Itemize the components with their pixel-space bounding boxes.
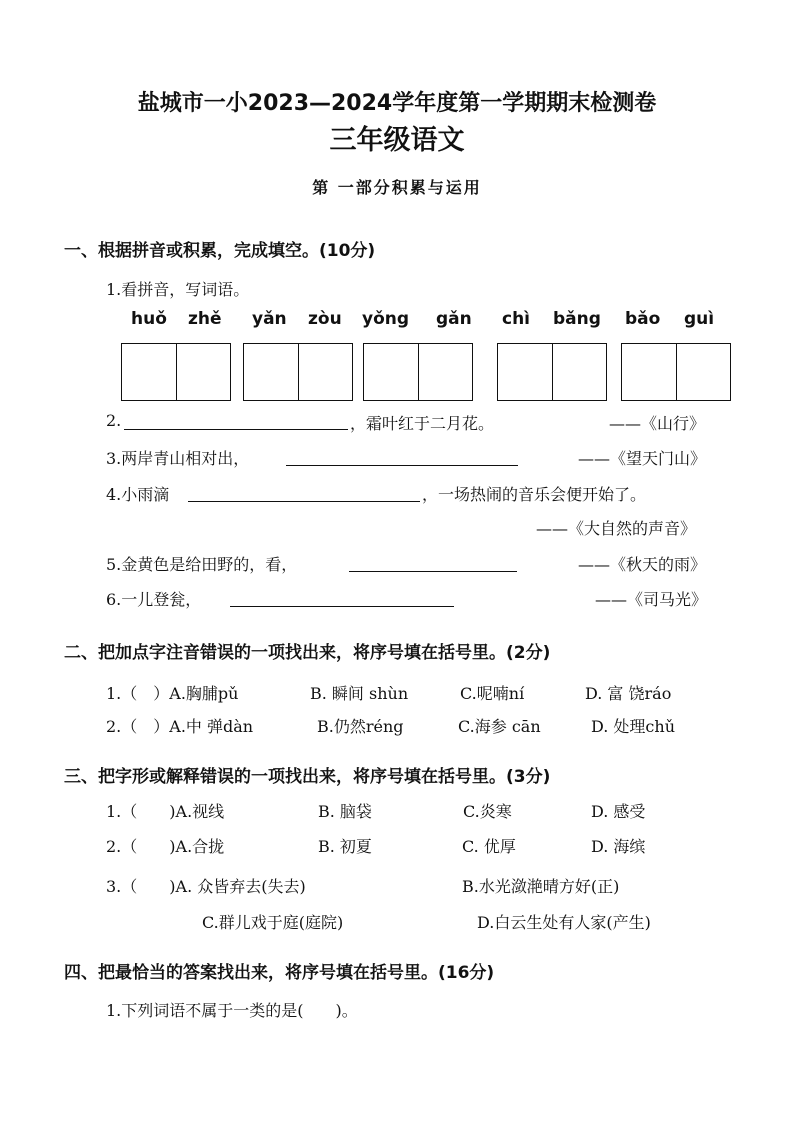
- section-2-heading: 二、把加点字注音错误的一项找出来，将序号填在括号里。(2分): [64, 643, 551, 663]
- blank-1-4[interactable]: [188, 501, 420, 502]
- option-3-2-d: D. 海缤: [591, 837, 646, 856]
- option-3-2-c: C. 优厚: [462, 837, 516, 856]
- pinyin-7: chì: [502, 309, 531, 329]
- answer-box-2[interactable]: [243, 343, 353, 401]
- section-3-heading: 三、把字形或解释错误的一项找出来，将序号填在括号里。(3分): [64, 767, 551, 787]
- option-3-3-b: B.水光潋滟晴方好(正): [462, 877, 620, 896]
- question-1-5: 5.金黄色是给田野的，看，: [106, 555, 298, 574]
- blank-1-6[interactable]: [230, 606, 454, 607]
- question-1-4: 4.小雨滴: [106, 485, 170, 504]
- pinyin-1: huǒ: [131, 309, 167, 329]
- answer-box-3[interactable]: [363, 343, 473, 401]
- exam-subtitle: 三年级语文: [329, 125, 465, 156]
- source-1-6: ——《司马光》: [595, 590, 708, 609]
- answer-box-5[interactable]: [621, 343, 731, 401]
- pinyin-3: yǎn: [252, 309, 287, 329]
- option-3-1-b: B. 脑袋: [318, 802, 372, 821]
- option-2-2-a: 2.（ ）A.中 弹dàn: [106, 717, 254, 736]
- source-1-4: ——《大自然的声音》: [536, 519, 697, 538]
- option-3-2-a: 2.（ )A.合拢: [106, 837, 225, 856]
- question-1-1: 1.看拼音，写词语。: [106, 280, 250, 299]
- pinyin-8: bǎng: [553, 309, 601, 329]
- blank-1-3[interactable]: [286, 465, 518, 466]
- option-2-1-c: C.呢喃ní: [460, 684, 525, 703]
- source-1-5: ——《秋天的雨》: [578, 555, 707, 574]
- source-1-2: ——《山行》: [609, 414, 706, 433]
- question-1-6: 6.一儿登瓮，: [106, 590, 202, 609]
- option-2-1-a: 1.（ ）A.胸脯pǔ: [106, 684, 239, 703]
- answer-box-1[interactable]: [121, 343, 231, 401]
- source-1-3: ——《望天门山》: [578, 449, 707, 468]
- question-1-2-text: ，霜叶红于二月花。: [350, 414, 495, 433]
- part-heading: 第 一部分积累与运用: [312, 178, 482, 197]
- pinyin-2: zhě: [188, 309, 222, 329]
- option-2-1-d: D. 富 饶ráo: [585, 684, 672, 703]
- option-3-3-c: C.群儿戏于庭(庭院): [202, 913, 344, 932]
- pinyin-9: bǎo: [625, 309, 661, 329]
- blank-1-5[interactable]: [349, 571, 517, 572]
- pinyin-10: guì: [684, 309, 715, 329]
- option-3-1-d: D. 感受: [591, 802, 646, 821]
- option-2-2-d: D. 处理chǔ: [591, 717, 676, 736]
- question-1-3: 3.两岸青山相对出，: [106, 449, 250, 468]
- answer-box-4[interactable]: [497, 343, 607, 401]
- option-3-3-d: D.白云生处有人家(产生): [477, 913, 651, 932]
- option-2-2-b: B.仍然réng: [317, 717, 404, 736]
- option-3-2-b: B. 初夏: [318, 837, 372, 856]
- exam-title: 盐城市一小2023—2024学年度第一学期期末检测卷: [137, 91, 657, 116]
- question-4-1: 1.下列词语不属于一类的是( )。: [106, 1001, 358, 1020]
- option-3-1-a: 1.（ )A.视线: [106, 802, 225, 821]
- option-2-2-c: C.海参 cān: [458, 717, 541, 736]
- pinyin-4: zòu: [308, 309, 342, 329]
- question-1-2-number: 2.: [106, 411, 122, 430]
- section-4-heading: 四、把最恰当的答案找出来，将序号填在括号里。(16分): [64, 963, 495, 983]
- pinyin-6: gǎn: [436, 309, 472, 329]
- question-1-4-text: ，一场热闹的音乐会便开始了。: [422, 485, 647, 504]
- option-3-3-a: 3.（ )A. 众皆弃去(失去): [106, 877, 306, 896]
- option-3-1-c: C.炎寒: [463, 802, 512, 821]
- pinyin-5: yǒng: [362, 309, 410, 329]
- section-1-heading: 一、根据拼音或积累，完成填空。(10分): [64, 241, 376, 261]
- option-2-1-b: B. 瞬间 shùn: [310, 684, 409, 703]
- blank-1-2[interactable]: [124, 429, 348, 430]
